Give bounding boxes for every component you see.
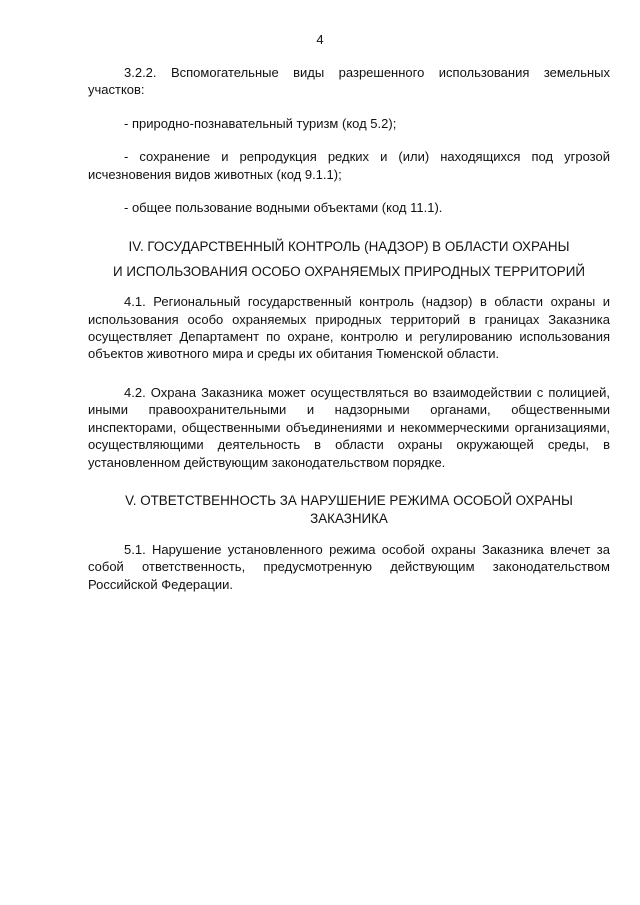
paragraph-4-2: 4.2. Охрана Заказника может осуществляться во взаимодействии с полицией, иными правоохранительными и надзорными органами, общественными инспекторами, общественными объединениями и некоммерческими организациями, осуществляющими деятельность в области охраны окружающей среды, в установленном действующим законодательством порядке.: [88, 384, 610, 470]
list-item-rare-species: - сохранение и репродукция редких и (или) находящихся под угрозой исчезновения видов животных (код 9.1.1);: [88, 149, 610, 182]
section-heading-v: [88, 492, 610, 528]
paragraph-3-2-2: 3.2.2. Вспомогательные виды разрешенного использования земельных участков:: [88, 65, 610, 98]
paragraph-4-1: 4.1. Региональный государственный контроль (надзор) в области охраны и использования особо охраняемых природных территорий в границах Заказника осуществляет Департамент по охране, контролю и регулированию использования объектов животного мира и среды их обитания Тюменской области.: [88, 294, 610, 362]
section-heading-iv-line1: IV. ГОСУДАРСТВЕННЫЙ КОНТРОЛЬ (НАДЗОР) В ОБЛАСТИ ОХРАНЫ: [128, 239, 570, 255]
list-item-tourism: - природно-познавательный туризм (код 5.2);: [124, 115, 397, 131]
section-heading-iv: [88, 238, 610, 280]
paragraph-5-1: 5.1. Нарушение установленного режима особой охраны Заказника влечет за собой ответственность, предусмотренную действующим законодательством Российской Федерации.: [88, 541, 610, 592]
section-heading-v-line2: ЗАКАЗНИКА: [310, 510, 388, 526]
list-item-water-objects: - общее пользование водными объектами (код 11.1).: [124, 200, 443, 216]
page-number: 4: [316, 32, 324, 47]
document-body: [88, 64, 610, 593]
section-heading-v-line1: V. ОТВЕТСТВЕННОСТЬ ЗА НАРУШЕНИЕ РЕЖИМА ОСОБОЙ ОХРАНЫ: [125, 492, 573, 508]
section-heading-iv-line2: И ИСПОЛЬЗОВАНИЯ ОСОБО ОХРАНЯЕМЫХ ПРИРОДНЫХ ТЕРРИТОРИЙ: [113, 263, 585, 279]
